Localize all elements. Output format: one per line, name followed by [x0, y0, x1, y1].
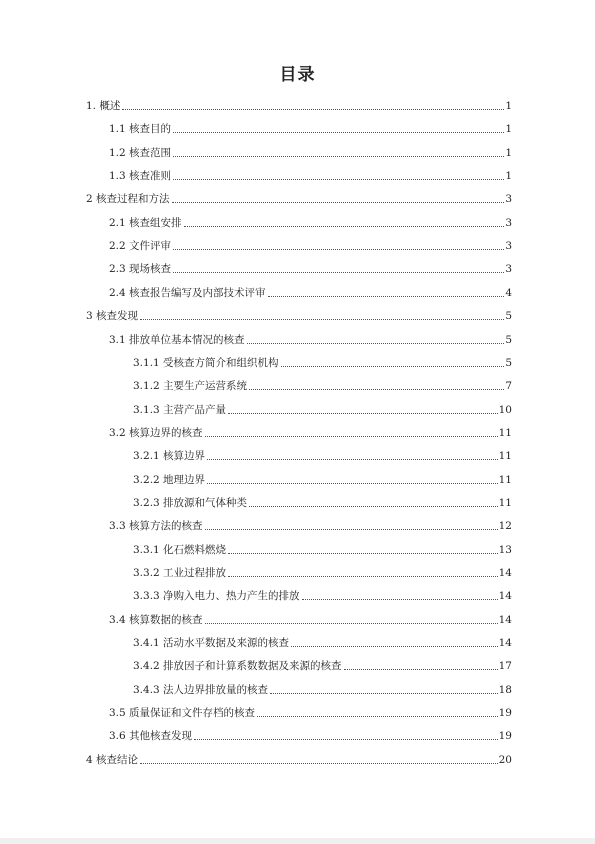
- toc-entry[interactable]: [109, 425, 512, 441]
- toc-entry[interactable]: [86, 308, 512, 324]
- toc-dot-leader: [205, 529, 498, 530]
- toc-entry-label: 2.2 文件评审: [109, 240, 172, 253]
- toc-entry-page-number: 5: [505, 310, 512, 323]
- toc-entry-label: 2.1 核查组安排: [109, 216, 182, 229]
- toc-entry[interactable]: [133, 658, 512, 674]
- toc-dot-leader: [173, 132, 504, 133]
- toc-entry-page-number: 19: [498, 730, 512, 743]
- toc-entry[interactable]: [86, 752, 512, 768]
- toc-entry-page-number: 7: [505, 380, 512, 393]
- toc-entry[interactable]: [133, 448, 512, 464]
- toc-dot-leader: [184, 226, 505, 227]
- toc-entry[interactable]: [109, 168, 512, 184]
- toc-dot-leader: [122, 109, 504, 110]
- toc-entry-page-number: 5: [505, 356, 512, 369]
- toc-entry-label: 2.3 现场核查: [109, 263, 172, 276]
- toc-entry-page-number: 3: [505, 216, 512, 229]
- toc-dot-leader: [173, 249, 504, 250]
- toc-entry-label: 3.3.1 化石燃料燃烧: [133, 543, 227, 556]
- toc-dot-leader: [172, 202, 505, 203]
- toc-entry[interactable]: [133, 495, 512, 511]
- toc-dot-leader: [281, 366, 505, 367]
- toc-entry[interactable]: [109, 728, 512, 744]
- toc-entry[interactable]: [133, 542, 512, 558]
- toc-entry-label: 1.3 核查准则: [109, 170, 172, 183]
- toc-entry[interactable]: [109, 612, 512, 628]
- toc-dot-leader: [270, 693, 498, 694]
- toc-entry-page-number: 11: [498, 473, 512, 486]
- toc-entry-page-number: 14: [498, 590, 512, 603]
- toc-entry[interactable]: [109, 121, 512, 137]
- toc-entry-page-number: 5: [505, 333, 512, 346]
- toc-entry-label: 3.1.1 受核查方简介和组织机构: [133, 356, 279, 369]
- toc-entry-label: 3.4.2 排放因子和计算系数数据及来源的核查: [133, 660, 342, 673]
- toc-entry-label: 3 核查发现: [86, 310, 139, 323]
- toc-dot-leader: [344, 669, 498, 670]
- toc-entry[interactable]: [109, 332, 512, 348]
- toc-entry[interactable]: [109, 238, 512, 254]
- toc-dot-leader: [249, 389, 504, 390]
- toc-dot-leader: [228, 413, 498, 414]
- toc-entry-page-number: 13: [498, 543, 512, 556]
- toc-entry-page-number: 14: [498, 567, 512, 579]
- toc-dot-leader: [268, 296, 505, 297]
- toc-entry[interactable]: [109, 145, 512, 161]
- toc-entry[interactable]: [86, 98, 512, 114]
- toc-entry-page-number: 14: [498, 613, 512, 626]
- toc-entry-page-number: 3: [505, 263, 512, 276]
- toc-entry-label: 3.2.2 地理边界: [133, 473, 206, 486]
- page-title: 目录: [279, 65, 316, 85]
- toc-entry-page-number: 1: [505, 146, 512, 159]
- toc-dot-leader: [302, 599, 498, 600]
- toc-entry-label: 2 核查过程和方法: [86, 193, 170, 206]
- toc-entry[interactable]: [109, 285, 512, 301]
- toc-entry[interactable]: [133, 682, 512, 698]
- toc-entry-page-number: 11: [498, 426, 512, 439]
- page-bottom-edge: [0, 838, 595, 844]
- toc-entry-label: 3.3.2 工业过程排放: [133, 567, 227, 579]
- toc-entry[interactable]: [109, 518, 512, 534]
- toc-entry-label: 1. 概述: [86, 100, 121, 112]
- toc-entry-page-number: 1: [505, 123, 512, 136]
- toc-dot-leader: [207, 459, 498, 460]
- toc-entry-page-number: 20: [498, 753, 512, 766]
- toc-entry[interactable]: [133, 378, 512, 394]
- toc-entry[interactable]: [133, 588, 512, 604]
- toc-dot-leader: [257, 716, 498, 717]
- toc-dot-leader: [247, 343, 505, 344]
- toc-entry-page-number: 3: [505, 193, 512, 206]
- toc-entry-page-number: 18: [498, 683, 512, 696]
- toc-entry-page-number: 1: [505, 170, 512, 183]
- toc-entry[interactable]: [133, 402, 512, 418]
- toc-entry-label: 2.4 核查报告编写及内部技术评审: [109, 286, 266, 299]
- toc-entry-page-number: 14: [498, 637, 512, 650]
- toc-entry-page-number: 1: [505, 100, 512, 112]
- toc-dot-leader: [291, 646, 498, 647]
- toc-dot-leader: [228, 553, 498, 554]
- toc-dot-leader: [249, 506, 498, 507]
- toc-entry-label: 3.4 核算数据的核查: [109, 613, 203, 626]
- toc-entry[interactable]: [109, 215, 512, 231]
- toc-entry-label: 1.2 核查范围: [109, 146, 172, 159]
- toc-entry-label: 3.2.1 核算边界: [133, 450, 206, 463]
- toc-entry[interactable]: [133, 472, 512, 488]
- toc-entry[interactable]: [133, 635, 512, 651]
- toc-dot-leader: [228, 576, 498, 577]
- toc-entry-label: 3.4.1 活动水平数据及来源的核查: [133, 637, 290, 650]
- toc-entry-label: 3.3 核算方法的核查: [109, 520, 203, 533]
- toc-entry-page-number: 10: [498, 403, 512, 416]
- toc-dot-leader: [173, 272, 504, 273]
- toc-entry-label: 3.5 质量保证和文件存档的核查: [109, 707, 256, 720]
- toc-entry-page-number: 3: [505, 240, 512, 253]
- toc-entry-label: 3.2 核算边界的核查: [109, 426, 203, 439]
- toc-entry-label: 3.1.2 主要生产运营系统: [133, 380, 248, 393]
- toc-dot-leader: [173, 179, 504, 180]
- toc-entry-page-number: 11: [498, 450, 512, 463]
- toc-entry-label: 4 核查结论: [86, 753, 139, 766]
- toc-dot-leader: [194, 739, 498, 740]
- toc-entry-label: 3.1 排放单位基本情况的核查: [109, 333, 245, 346]
- toc-entry-page-number: 17: [498, 660, 512, 673]
- toc-entry[interactable]: [133, 355, 512, 371]
- toc-entry[interactable]: [86, 191, 512, 207]
- toc-entry-page-number: 12: [498, 520, 512, 533]
- toc-entry-label: 3.4.3 法人边界排放量的核查: [133, 683, 269, 696]
- toc-entry-label: 3.1.3 主营产品产量: [133, 403, 227, 416]
- toc-entry-label: 1.1 核查目的: [109, 123, 172, 136]
- toc-entry-page-number: 11: [498, 496, 512, 509]
- toc-entry-label: 3.6 其他核查发现: [109, 730, 193, 743]
- toc-entry-page-number: 4: [505, 286, 512, 299]
- toc-entry-label: 3.3.3 净购入电力、热力产生的排放: [133, 590, 300, 603]
- toc-entry-label: 3.2.3 排放源和气体种类: [133, 496, 248, 509]
- toc-dot-leader: [205, 436, 498, 437]
- toc-entry-page-number: 19: [498, 707, 512, 720]
- toc-dot-leader: [140, 319, 504, 320]
- toc-entry[interactable]: [109, 261, 512, 277]
- toc-dot-leader: [173, 156, 504, 157]
- toc-entry[interactable]: [109, 705, 512, 721]
- toc-dot-leader: [207, 483, 498, 484]
- toc-dot-leader: [205, 623, 498, 624]
- toc-dot-leader: [140, 763, 498, 764]
- toc-entry[interactable]: [133, 565, 512, 581]
